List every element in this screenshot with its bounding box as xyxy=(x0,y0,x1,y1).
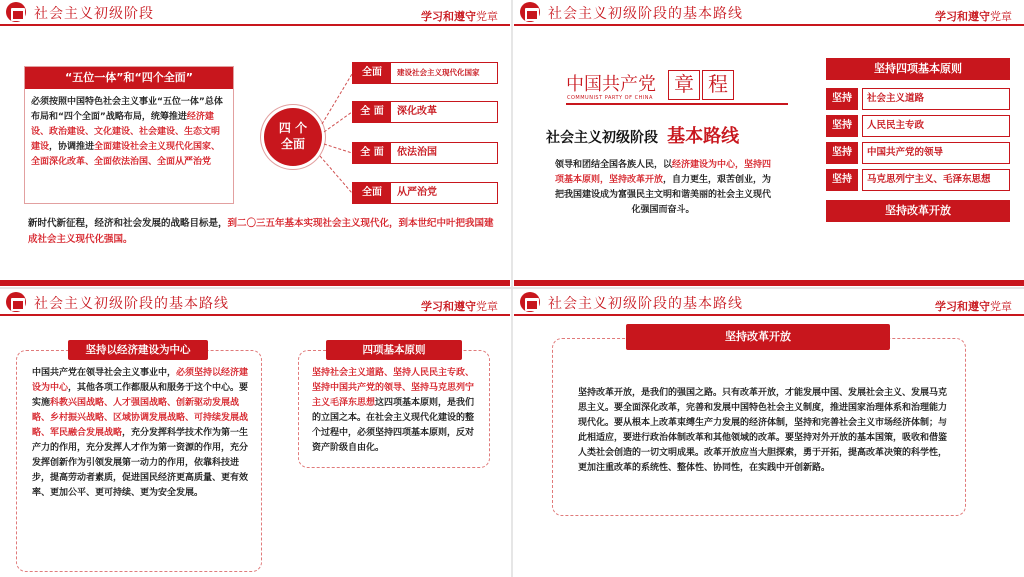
slide-2[interactable] xyxy=(514,0,1024,286)
logo-party-name-en: COMMUNIST PARTY OF CHINA xyxy=(567,95,653,101)
header-tagline: 学习和遵守党章 xyxy=(935,300,1012,313)
slide-3[interactable] xyxy=(0,290,510,576)
reform-opening-footer: 坚持改革开放 xyxy=(826,200,1010,222)
comprehensive-text: 深化改革 xyxy=(397,106,437,117)
highlight-text: 全面建设社会主义现代化国家、全面深化改革、全面依法治国、全面从严治党 xyxy=(31,142,221,167)
logo-box-zhang: 章 xyxy=(668,70,700,100)
body-text: 领导和团结全国各族人民，以 xyxy=(554,160,672,170)
comprehensive-text: 从严治党 xyxy=(397,187,437,198)
body-text: 必须按照中国特色社会主义事业“五位一体”总体布局和“四个全面”战略布局，统筹推进 xyxy=(31,97,223,122)
four-principles-title: 四项基本原则 xyxy=(326,340,462,360)
comprehensive-item xyxy=(352,101,498,123)
body-text: ，充分发挥科学技术作为第一生产力的作用，充分发挥人才作为第一资源的作用，充分发挥创新作为引领发展第一动力的作用，依靠科技进步，提高劳动者素质，促进国民经济更高质量、更有效率、更加公平、更可持续、更为安全发展。 xyxy=(32,428,249,498)
comprehensive-item xyxy=(352,182,498,204)
body-text: ，协调推进 xyxy=(49,142,95,152)
basic-line-text xyxy=(552,158,774,218)
principle-tag: 坚持 xyxy=(826,88,858,110)
header-rule xyxy=(514,314,1024,316)
body-text: 这四项基本原则，是我们的立国之本。在社会主义现代化建设的整个过程中，必须坚持四项基本原则，反对资产阶级自由化。 xyxy=(312,398,475,453)
reform-title: 坚持改革开放 xyxy=(626,324,890,350)
principle-tag: 坚持 xyxy=(826,169,858,191)
logo-underline xyxy=(566,103,788,105)
principle-item xyxy=(826,169,1010,191)
book-icon xyxy=(520,2,540,22)
body-text: ，自力更生，艰苦创业，为把我国建设成为富强民主文明和谐美丽的社会主义现代化强国而奋斗。 xyxy=(554,175,772,215)
party-constitution-logo xyxy=(566,70,766,108)
principle-tag: 坚持 xyxy=(826,115,858,137)
slide-title: 社会主义初级阶段的基本路线 xyxy=(548,296,743,312)
book-icon xyxy=(520,292,540,312)
comprehensive-item xyxy=(352,62,498,84)
body-text: 新时代新征程，经济和社会发展的战略目标是， xyxy=(28,218,228,229)
highlight-text: 经济建设为中心，坚持四项基本原则，坚持改革开放 xyxy=(554,160,772,185)
comprehensive-tag: 全面 xyxy=(353,63,391,83)
four-comprehensive-circle: 四 个 全面 xyxy=(264,108,322,166)
highlight-text: 必须坚持以经济建设为中心 xyxy=(32,368,249,393)
five-four-box-title: “五位一体”和“四个全面” xyxy=(25,67,233,89)
comprehensive-text: 建设社会主义现代化国家 xyxy=(397,68,480,77)
principle-text: 中国共产党的领导 xyxy=(862,142,1010,164)
economic-center-text xyxy=(32,366,254,501)
body-text: 中国共产党在领导社会主义事业中， xyxy=(32,368,177,378)
principle-text: 社会主义道路 xyxy=(862,88,1010,110)
reform-text: 坚持改革开放，是我们的强国之路。只有改革开放，才能发展中国、发展社会主义、发展马克思主义。要全面深化改革，完善和发展中国特色社会主义制度，推进国家治理体系和治理能力现代化。要从根本上改革束缚生产力发展的经济体制，坚持和完善社会主义市场经济体制；与此相适应，要进行政治体制改革和其他领域的改革。要坚持对外开放的基本国策，吸收和借鉴人类社会创造的一切文明成果。改革开放应当大胆探索，勇于开拓，提高改革决策的科学性，更加注重改革的系统性、整体性、协同性，在实践中开创新路。 xyxy=(578,388,948,473)
principle-text: 人民民主专政 xyxy=(862,115,1010,137)
four-principles-header: 坚持四项基本原则 xyxy=(826,58,1010,80)
slide-title: 社会主义初级阶段的基本路线 xyxy=(548,6,743,22)
book-icon xyxy=(6,292,26,312)
slide-4[interactable] xyxy=(514,290,1024,576)
comprehensive-text: 依法治国 xyxy=(397,147,437,158)
principle-text: 马克思列宁主义、毛泽东思想 xyxy=(862,169,1010,191)
economic-center-title: 坚持以经济建设为中心 xyxy=(68,340,208,360)
comprehensive-tag: 全 面 xyxy=(353,143,391,163)
slide-1[interactable] xyxy=(0,0,510,286)
comprehensive-tag: 全 面 xyxy=(353,102,391,122)
comprehensive-item xyxy=(352,142,498,164)
slide-title: 社会主义初级阶段的基本路线 xyxy=(34,296,229,312)
slide-header xyxy=(514,0,1024,26)
logo-party-name: 中国共产党 xyxy=(566,74,656,95)
header-tagline: 学习和遵守党章 xyxy=(935,10,1012,23)
highlight-text: 经济建设、政治建设、文化建设、社会建设、生态文明建设 xyxy=(31,112,221,152)
principle-item xyxy=(826,115,1010,137)
comprehensive-tag: 全面 xyxy=(353,183,391,203)
header-tagline: 学习和遵守党章 xyxy=(421,300,498,313)
logo-box-cheng: 程 xyxy=(702,70,734,100)
bottom-bar xyxy=(0,280,510,286)
principle-tag: 坚持 xyxy=(826,142,858,164)
slide-header xyxy=(514,290,1024,316)
principle-item xyxy=(826,88,1010,110)
four-principles-text xyxy=(312,366,480,456)
header-rule xyxy=(514,24,1024,26)
principle-item xyxy=(826,142,1010,164)
bottom-bar xyxy=(514,280,1024,286)
slide-divider-horizontal xyxy=(0,287,1024,289)
slide-header xyxy=(0,290,510,316)
highlight-text: 科教兴国战略、人才强国战略、创新驱动发展战略、乡村振兴战略、区域协调发展战略、可持续发展战略、军民融合发展战略 xyxy=(32,398,249,438)
highlight-text: 坚持社会主义道路、坚持人民民主专政、坚持中国共产党的领导、坚持马克思列宁主义毛泽东思想 xyxy=(312,368,475,408)
highlight-text: 到二〇三五年基本实现社会主义现代化，到本世纪中叶把我国建成社会主义现代化强国。 xyxy=(28,218,494,245)
slide-title: 社会主义初级阶段 xyxy=(34,6,154,22)
strategic-goal-text xyxy=(28,216,500,247)
header-tagline: 学习和遵守党章 xyxy=(421,10,498,23)
basic-line-heading: 社会主义初级阶段 基本路线 xyxy=(546,126,740,147)
body-text: ，其他各项工作都服从和服务于这个中心。要实施 xyxy=(32,383,249,408)
header-rule xyxy=(0,314,510,316)
